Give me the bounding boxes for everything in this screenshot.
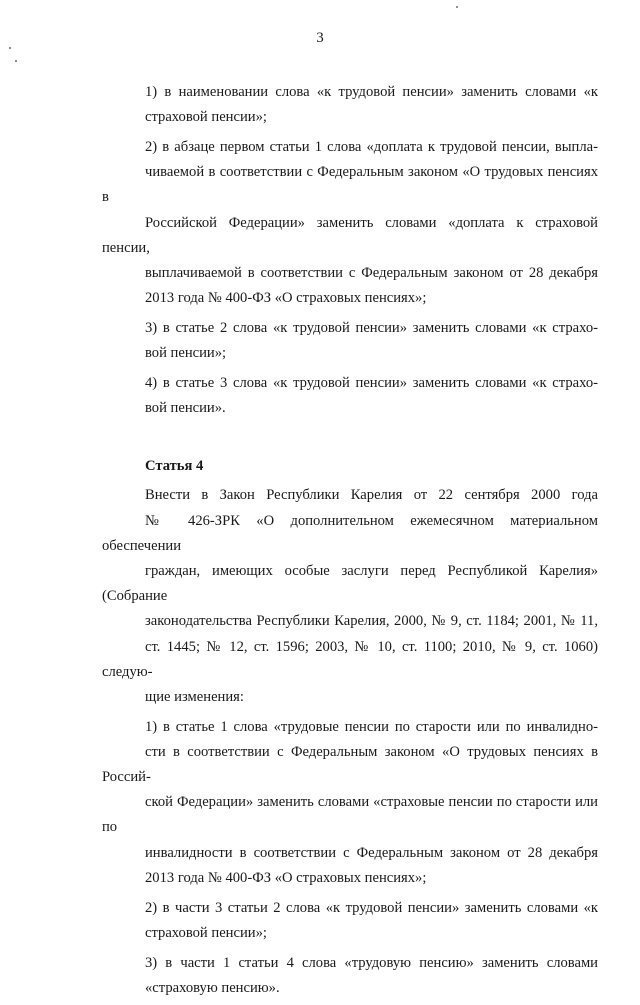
text-line: чиваемой в соответствии с Федеральным законом «О трудовых пенсиях в [102,164,598,206]
scan-speck [15,60,17,62]
text-line: 4) в статье 3 слова «к трудовой пенсии» заменить словами «к страхо- [145,374,598,391]
page-number: 3 [316,30,324,46]
paragraph-article-4-item-2 [102,896,598,946]
text-line: Российской Федерации» заменить словами «доплата к страховой пенсии, [102,214,598,256]
text-line: вой пенсии»; [145,345,227,362]
paragraph-item-2 [102,135,598,311]
text-line: 2013 года № 400-ФЗ «О страховых пенсиях»; [145,290,427,307]
scan-speck [9,47,11,49]
text-line: 1) в наименовании слова «к трудовой пенсии» заменить словами «к [145,84,598,100]
paragraph-item-1 [102,80,598,130]
paragraph-item-3 [102,316,598,366]
text-line: граждан, имеющих особые заслуги перед Республикой Карелия» (Собрание [102,562,598,605]
paragraph-item-4 [102,371,598,421]
paragraph-article-4-item-1 [102,715,598,891]
text-line: ст. 1445; № 12, ст. 1596; 2003, № 10, ст. 1100; 2010, № 9, ст. 1060) следую- [102,638,598,680]
text-line: 2013 года № 400-ФЗ «О страховых пенсиях»; [145,869,427,886]
text-line: 2) в части 3 статьи 2 слова «к трудовой пенсии» заменить словами «к [145,899,598,916]
article-heading: Статья 4 [145,458,204,475]
paragraph-article-4-intro [102,483,598,710]
text-line: № 426-ЗРК «О дополнительном ежемесячном материальном обеспечении [102,512,598,554]
text-line: «страховую пенсию». [145,979,280,996]
text-line: инвалидности в соответствии с Федеральным законом от 28 декабря [145,844,598,861]
text-line: сти в соответствии с Федеральным законом «О трудовых пенсиях в Россий- [102,743,598,786]
text-line: страховой пенсии»; [145,924,267,941]
text-line: щие изменения: [145,688,244,705]
paragraph-article-4-item-3 [102,951,598,1001]
text-line: страховой пенсии»; [145,109,267,126]
text-line: ской Федерации» заменить словами «страховые пенсии по старости или по [102,794,598,836]
text-line: законодательства Республики Карелия, 2000, № 9, ст. 1184; 2001, № 11, [145,613,598,630]
scan-speck [456,6,458,8]
text-line: 2) в абзаце первом статьи 1 слова «доплата к трудовой пенсии, выпла- [145,138,598,155]
text-line: 3) в статье 2 слова «к трудовой пенсии» заменить словами «к страхо- [145,319,598,336]
article-4-body [102,483,598,1001]
document-body [102,80,598,1005]
text-line: 3) в части 1 статьи 4 слова «трудовую пенсию» заменить словами [145,954,598,971]
text-line: выплачиваемой в соответствии с Федеральным законом от 28 декабря [145,264,598,281]
text-line: вой пенсии». [145,399,226,416]
text-line: 1) в статье 1 слова «трудовые пенсии по старости или по инвалидно- [145,718,598,735]
text-line: Внести в Закон Республики Карелия от 22 сентября 2000 года [145,487,598,504]
amendment-list-top [102,80,598,421]
